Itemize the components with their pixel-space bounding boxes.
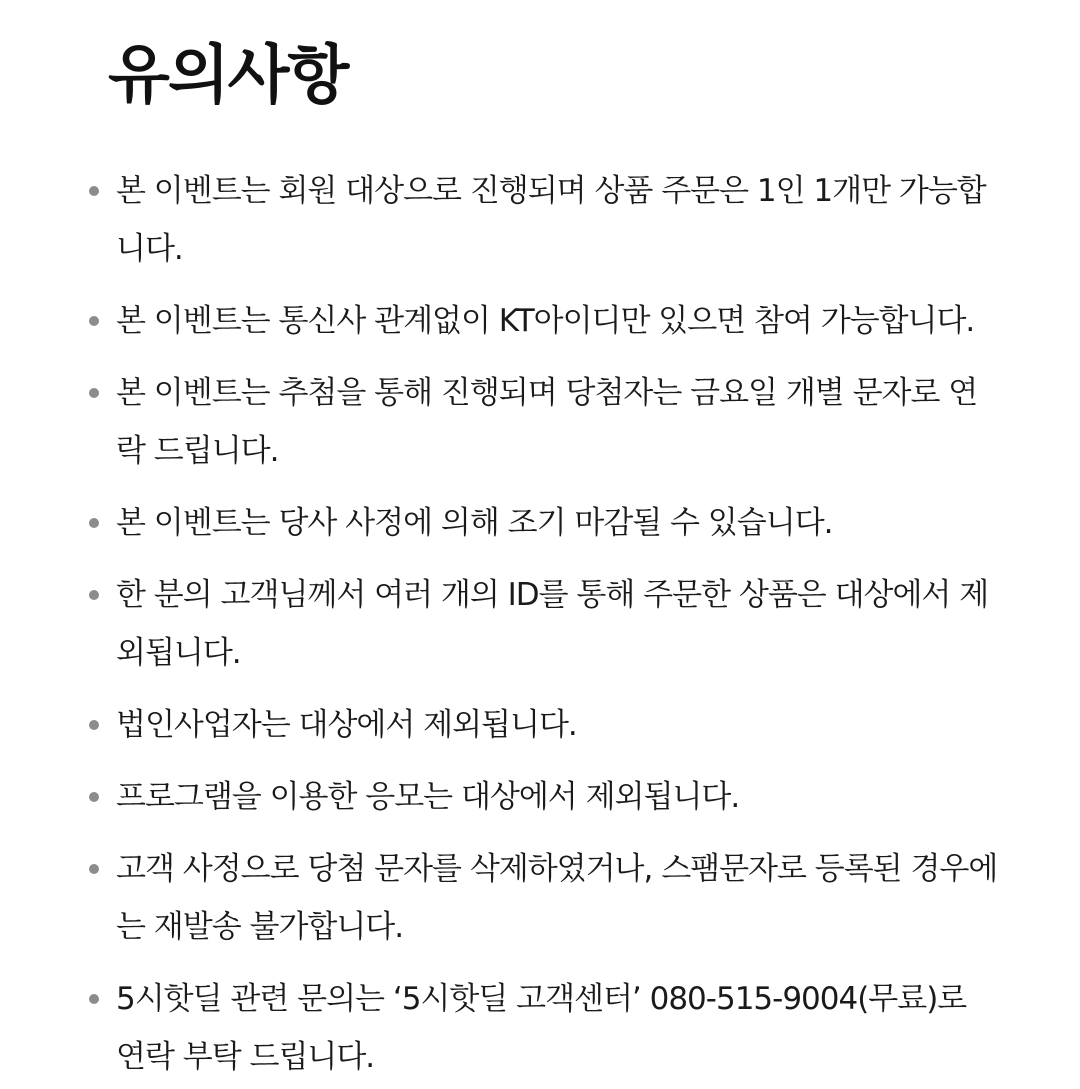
notice-text: 5시핫딜 관련 문의는 ‘5시핫딜 고객센터’ 080-515-9004(무료)로 연락 부탁 드립니다. [116, 981, 967, 1075]
notice-item [0, 162, 1080, 278]
page-title: 유의사항 [108, 39, 348, 113]
notice-text: 본 이벤트는 당사 사정에 의해 조기 마감될 수 있습니다. [116, 505, 833, 541]
notice-text: 본 이벤트는 통신사 관계없이 KT아이디만 있으면 참여 가능합니다. [116, 303, 975, 339]
bullet-icon [89, 720, 99, 730]
notice-text: 법인사업자는 대상에서 제외됩니다. [116, 707, 577, 743]
notice-item [0, 840, 1080, 956]
notice-item [0, 292, 1080, 350]
bullet-icon [89, 994, 99, 1004]
bullet-icon [89, 316, 99, 326]
notice-item [0, 566, 1080, 682]
notice-item [0, 364, 1080, 480]
bullet-icon [89, 186, 99, 196]
bullet-icon [89, 792, 99, 802]
notice-text: 본 이벤트는 추첨을 통해 진행되며 당첨자는 금요일 개별 문자로 연락 드립니다. [116, 375, 978, 469]
notice-list [0, 162, 1080, 1086]
notice-item [0, 768, 1080, 826]
notice-item [0, 494, 1080, 552]
bullet-icon [89, 590, 99, 600]
bullet-icon [89, 864, 99, 874]
notice-item [0, 696, 1080, 754]
bullet-icon [89, 518, 99, 528]
notice-text: 고객 사정으로 당첨 문자를 삭제하였거나, 스팸문자로 등록된 경우에는 재발송 불가합니다. [116, 851, 998, 945]
notice-item [0, 970, 1080, 1086]
bullet-icon [89, 388, 99, 398]
notice-text: 프로그램을 이용한 응모는 대상에서 제외됩니다. [116, 779, 740, 815]
notice-text: 본 이벤트는 회원 대상으로 진행되며 상품 주문은 1인 1개만 가능합니다. [116, 173, 986, 267]
notice-text: 한 분의 고객님께서 여러 개의 ID를 통해 주문한 상품은 대상에서 제외됩니다. [116, 577, 989, 671]
